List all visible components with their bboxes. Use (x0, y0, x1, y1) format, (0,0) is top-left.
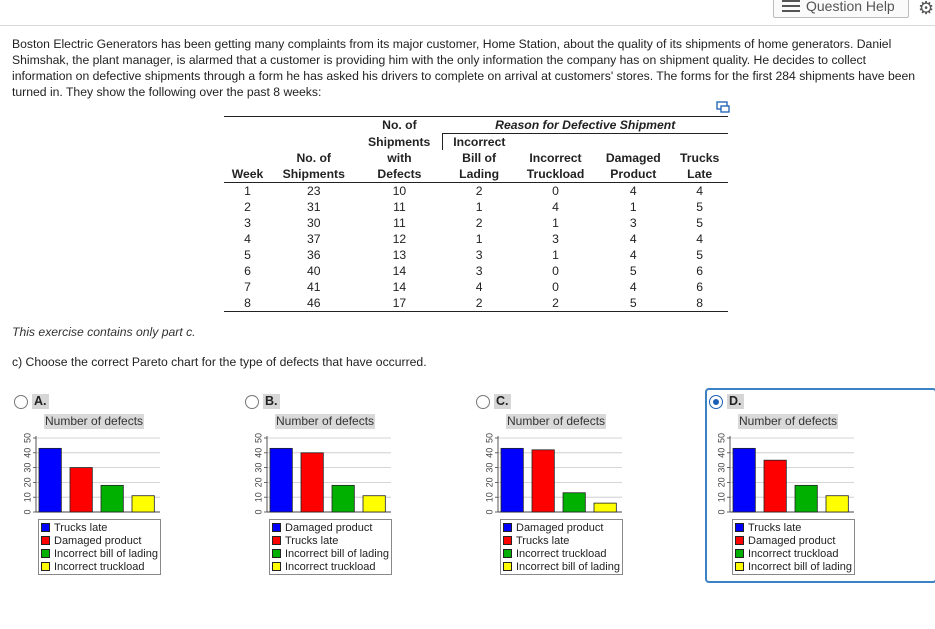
legend-label: Trucks late (516, 534, 570, 547)
col-header-lading-l2: Bill of (462, 151, 497, 165)
legend-item (503, 534, 620, 547)
legend-label: Incorrect truckload (748, 547, 839, 560)
bar-1 (270, 448, 292, 512)
legend-item (272, 560, 389, 573)
table-cell: 0 (552, 264, 559, 278)
table-cell: 8 (224, 295, 271, 312)
col-header-defects-l4: Defects (356, 166, 442, 183)
defects-table (224, 116, 728, 312)
legend-item (41, 534, 158, 547)
table-cell: 0 (552, 184, 559, 198)
legend-item (503, 547, 620, 560)
legend-swatch (272, 562, 281, 571)
chart-legend (732, 519, 855, 575)
legend-swatch (503, 523, 512, 532)
legend-swatch (735, 562, 744, 571)
table-cell: 4 (552, 200, 559, 214)
table-cell: 7 (244, 280, 251, 294)
bar-3 (795, 485, 817, 512)
table-cell: 4 (629, 232, 637, 246)
y-tick-label: 30 (253, 462, 264, 473)
table-cell: 5 (696, 248, 704, 262)
bar-4 (826, 496, 848, 512)
table-cell: 3 (475, 264, 483, 278)
legend-item (272, 547, 389, 560)
legend-item (272, 534, 389, 547)
y-tick-label: 40 (253, 447, 264, 458)
bar-1 (733, 448, 755, 512)
bar-2 (532, 450, 554, 512)
list-icon (782, 0, 800, 12)
legend-swatch (735, 523, 744, 532)
y-tick-label: 40 (484, 447, 495, 458)
table-cell: 3 (629, 216, 637, 230)
pareto-chart-b (239, 428, 399, 518)
table-row (224, 279, 728, 295)
legend-label: Damaged product (748, 534, 836, 547)
col-header-defects-l2: Shipments (368, 134, 431, 149)
option-a[interactable] (0, 388, 230, 583)
legend-label: Incorrect truckload (54, 560, 145, 573)
table-cell: 2 (442, 295, 515, 312)
legend-label: Incorrect bill of lading (285, 547, 389, 560)
table-cell: 41 (306, 280, 321, 294)
gear-icon[interactable]: ⚙ (918, 0, 935, 18)
legend-swatch (735, 536, 744, 545)
table-cell: 4 (629, 248, 637, 262)
bar-4 (132, 496, 154, 512)
bar-1 (501, 448, 523, 512)
legend-label: Trucks late (54, 521, 108, 534)
col-header-defects-l1: No. of (356, 117, 442, 134)
pareto-chart-c (470, 428, 630, 518)
table-cell: 4 (629, 184, 637, 198)
table-row (224, 199, 728, 215)
chart-legend (500, 519, 623, 575)
table-cell: 5 (629, 264, 637, 278)
legend-swatch (503, 562, 512, 571)
table-cell: 11 (393, 200, 406, 214)
table-cell: 4 (244, 232, 251, 246)
bar-1 (39, 448, 61, 512)
bar-4 (594, 503, 616, 512)
bar-2 (764, 460, 786, 512)
legend-swatch (503, 549, 512, 558)
y-tick-label: 50 (253, 432, 264, 444)
table-cell: 4 (696, 184, 704, 198)
table-cell: 10 (392, 184, 407, 198)
problem-statement: Boston Electric Generators has been getting many complaints from its major customer, Home Station, about the quality of its shipments of home generators. Daniel Shimshak, the plant manager, is alarmed that a customer is providing him with the only information the company has on shipment quality. He decides to collect information on defective shipments through a form he has asked his drivers to complete on arrival at customers' stores. The forms for the first 284 shipments have been turned in. They show the following over the past 8 weeks: (12, 37, 916, 99)
legend-swatch (735, 549, 744, 558)
legend-label: Trucks late (285, 534, 339, 547)
table-cell: 2 (516, 295, 595, 312)
option-letter: D. (729, 394, 742, 408)
legend-label: Incorrect truckload (516, 547, 607, 560)
y-tick-label: 20 (716, 477, 727, 488)
legend-item (41, 521, 158, 534)
table-cell: 2 (244, 200, 251, 214)
table-cell: 0 (552, 280, 559, 294)
legend-item (735, 560, 852, 573)
col-header-defects-l3: with (387, 151, 412, 165)
legend-item (503, 521, 620, 534)
y-tick-label: 20 (253, 477, 264, 488)
legend-swatch (272, 523, 281, 532)
option-letter: C. (496, 394, 509, 408)
col-header-week: Week (224, 166, 271, 183)
chart-title: Number of defects (276, 414, 375, 428)
reason-group-header: Reason for Defective Shipment (442, 117, 728, 134)
legend-label: Damaged product (54, 534, 142, 547)
option-d[interactable] (705, 388, 935, 583)
y-tick-label: 30 (484, 462, 495, 473)
table-cell: 37 (306, 232, 321, 246)
bar-3 (563, 493, 585, 512)
y-tick-label: 20 (484, 477, 495, 488)
table-cell: 1 (475, 200, 483, 214)
legend-item (41, 560, 158, 573)
table-cell: 1 (629, 200, 637, 214)
legend-swatch (503, 536, 512, 545)
question-help-button[interactable] (773, 0, 909, 18)
table-cell: 1 (475, 232, 483, 246)
question-help-label: Question Help (806, 0, 895, 14)
table-cell: 14 (392, 280, 407, 294)
y-tick-label: 0 (716, 509, 727, 515)
col-header-shipments-l1: No. of (296, 151, 331, 165)
legend-item (735, 521, 852, 534)
y-tick-label: 20 (22, 477, 33, 488)
legend-swatch (41, 562, 50, 571)
table-cell: 23 (306, 184, 321, 198)
legend-item (41, 547, 158, 560)
chart-title: Number of defects (507, 414, 606, 428)
bar-2 (70, 468, 92, 512)
col-header-lading-l3: Lading (442, 166, 515, 183)
legend-swatch (272, 536, 281, 545)
table-cell: 13 (392, 248, 407, 262)
table-row (224, 263, 728, 279)
table-cell: 3 (244, 216, 251, 230)
table-cell: 4 (475, 280, 483, 294)
y-tick-label: 50 (22, 432, 33, 444)
table-cell: 2 (475, 184, 483, 198)
radio-option-d[interactable] (709, 395, 723, 409)
table-cell: 36 (306, 248, 321, 262)
chart-legend (269, 519, 392, 575)
option-letter: B. (265, 394, 278, 408)
table-cell: 5 (244, 248, 251, 262)
table-cell: 5 (595, 295, 671, 312)
col-header-late-l2: Late (671, 166, 728, 183)
table-cell: 11 (393, 216, 406, 230)
table-cell: 17 (356, 295, 442, 312)
table-cell: 4 (629, 280, 637, 294)
legend-item (272, 521, 389, 534)
table-cell: 4 (696, 232, 704, 246)
y-tick-label: 0 (22, 509, 33, 515)
table-cell: 1 (552, 248, 559, 262)
y-tick-label: 10 (716, 492, 727, 503)
y-tick-label: 30 (716, 462, 727, 473)
pareto-chart-d (702, 428, 862, 518)
table-row (224, 231, 728, 247)
legend-label: Incorrect bill of lading (516, 560, 620, 573)
chart-legend (38, 519, 161, 575)
table-cell: 6 (696, 264, 704, 278)
col-header-truckload-l2: Truckload (516, 166, 595, 183)
legend-item (503, 560, 620, 573)
table-cell: 46 (271, 295, 356, 312)
legend-item (735, 534, 852, 547)
y-tick-label: 50 (716, 432, 727, 444)
legend-swatch (41, 523, 50, 532)
y-tick-label: 0 (253, 509, 264, 515)
table-cell: 8 (671, 295, 728, 312)
top-toolbar (0, 0, 935, 26)
table-cell: 6 (244, 264, 251, 278)
col-header-lading-l1: Incorrect (442, 134, 515, 151)
chart-title: Number of defects (739, 414, 838, 428)
y-tick-label: 10 (484, 492, 495, 503)
option-b[interactable] (231, 388, 461, 583)
table-cell: 31 (306, 200, 321, 214)
y-tick-label: 50 (484, 432, 495, 444)
y-tick-label: 40 (22, 447, 33, 458)
table-cell: 30 (306, 216, 321, 230)
radio-option-a[interactable] (14, 395, 28, 409)
table-cell: 6 (696, 280, 704, 294)
table-row (224, 183, 728, 200)
question-prompt: c) Choose the correct Pareto chart for the type of defects that have occurred. (12, 355, 427, 369)
col-header-late-l1: Trucks (680, 151, 720, 165)
pareto-chart-a (8, 428, 168, 518)
bar-3 (332, 485, 354, 512)
table-row (224, 215, 728, 231)
legend-label: Incorrect truckload (285, 560, 376, 573)
col-header-damaged-l2: Product (595, 166, 671, 183)
bar-2 (301, 453, 323, 512)
legend-label: Damaged product (516, 521, 604, 534)
chart-title: Number of defects (45, 414, 144, 428)
y-tick-label: 0 (484, 509, 495, 515)
table-cell: 5 (696, 200, 704, 214)
y-tick-label: 40 (716, 447, 727, 458)
bar-4 (363, 496, 385, 512)
radio-option-b[interactable] (245, 395, 259, 409)
col-header-truckload-l1: Incorrect (529, 151, 582, 165)
table-cell: 1 (244, 184, 251, 198)
legend-swatch (41, 549, 50, 558)
radio-option-c[interactable] (476, 395, 490, 409)
table-cell: 14 (392, 264, 407, 278)
legend-label: Incorrect bill of lading (748, 560, 852, 573)
table-cell: 3 (475, 248, 483, 262)
table-row (224, 247, 728, 263)
exercise-note: This exercise contains only part c. (12, 325, 196, 339)
option-c[interactable] (462, 388, 692, 583)
col-header-damaged-l1: Damaged (605, 151, 661, 165)
legend-label: Incorrect bill of lading (54, 547, 158, 560)
table-cell: 3 (552, 232, 559, 246)
legend-label: Trucks late (748, 521, 802, 534)
legend-label: Damaged product (285, 521, 373, 534)
legend-item (735, 547, 852, 560)
copy-table-icon[interactable] (716, 101, 730, 113)
table-cell: 40 (306, 264, 321, 278)
table-cell: 5 (696, 216, 704, 230)
option-letter: A. (34, 394, 47, 408)
y-tick-label: 30 (22, 462, 33, 473)
y-tick-label: 10 (22, 492, 33, 503)
table-cell: 1 (552, 216, 559, 230)
table-row (224, 295, 728, 312)
legend-swatch (41, 536, 50, 545)
bar-3 (101, 485, 123, 512)
y-tick-label: 10 (253, 492, 264, 503)
col-header-shipments-l2: Shipments (271, 166, 356, 183)
table-cell: 12 (392, 232, 407, 246)
table-cell: 2 (475, 216, 483, 230)
legend-swatch (272, 549, 281, 558)
